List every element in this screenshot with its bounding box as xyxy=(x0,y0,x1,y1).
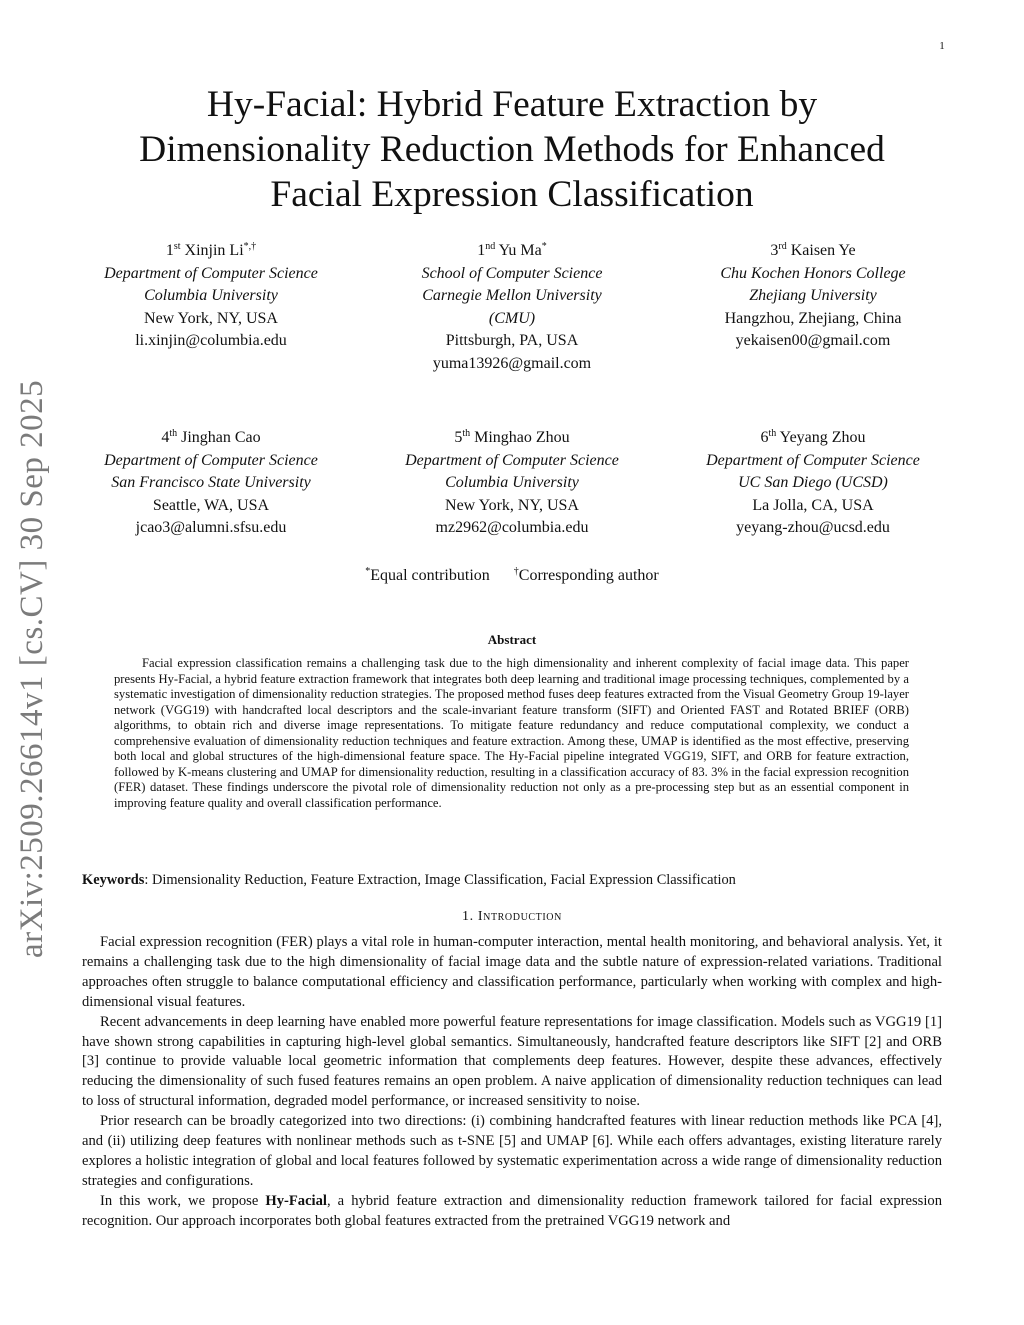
ordinal-suffix: st xyxy=(173,241,181,252)
author-department: Department of Computer Science xyxy=(104,451,318,469)
author-marks: * xyxy=(541,241,547,252)
section-heading xyxy=(200,909,824,925)
author-marks: *,† xyxy=(243,241,257,252)
author-institution: UC San Diego (UCSD) xyxy=(738,474,888,492)
body-text xyxy=(82,933,942,1232)
author-institution: Columbia University xyxy=(144,287,278,305)
author-department: Department of Computer Science xyxy=(405,451,619,469)
author-email: yeyang-zhou@ucsd.edu xyxy=(736,519,890,537)
keywords xyxy=(82,871,942,889)
author-block xyxy=(663,240,963,353)
paragraph-text: In this work, we propose xyxy=(100,1192,266,1209)
title-line: Hy-Facial: Hybrid Feature Extraction by xyxy=(206,84,818,125)
author-email: yuma13926@gmail.com xyxy=(432,354,592,372)
keywords-label: Keywords xyxy=(82,872,145,888)
author-block xyxy=(61,427,361,540)
author-ordinal: 6 xyxy=(760,429,769,446)
author-name: Jinghan Cao xyxy=(181,429,261,446)
author-block xyxy=(61,240,361,353)
author-location: Pittsburgh, PA, USA xyxy=(445,332,579,350)
author-ordinal: 1 xyxy=(165,242,174,259)
framework-name: Hy-Facial xyxy=(265,1192,327,1209)
author-name-line xyxy=(663,240,963,263)
equal-contribution-note: Equal contribution xyxy=(370,567,490,584)
corresponding-author-note: Corresponding author xyxy=(518,567,659,584)
title-line: Facial Expression Classification xyxy=(270,174,754,215)
author-notes xyxy=(200,567,824,585)
abstract-heading: Abstract xyxy=(487,632,537,647)
author-name-line xyxy=(663,427,963,450)
author-department: Chu Kochen Honors College xyxy=(720,264,906,282)
paragraph-text: , a hybrid feature extraction and dimensionality reduction framework tailored for facial expression recognition. Our approach incorporates both global features extracted from the pretrained VGG19 network and xyxy=(82,1192,942,1229)
author-department: Department of Computer Science xyxy=(706,451,920,469)
ordinal-suffix: th xyxy=(169,428,178,439)
author-email: li.xinjin@columbia.edu xyxy=(135,332,287,350)
body-paragraph xyxy=(82,1192,942,1232)
body-paragraph: Facial expression recognition (FER) plays a vital role in human-computer interaction, mental health monitoring, and behavioral analysis. Yet, it remains a challenging task due to the high dimensionality of facial image data and the subtle nature of expression-related variations. Traditional approaches often struggle to balance computational efficiency and classification performance, particularly when working with complex and high-dimensional visual features. xyxy=(82,934,942,1010)
author-ordinal: 5 xyxy=(454,429,463,446)
author-location: New York, NY, USA xyxy=(445,496,579,514)
author-block xyxy=(663,427,963,540)
author-name: Kaisen Ye xyxy=(790,242,856,259)
ordinal-suffix: th xyxy=(768,428,777,439)
author-name-line xyxy=(61,240,361,263)
paper-title xyxy=(60,82,964,217)
equal-contribution-mark: * xyxy=(365,566,371,577)
body-paragraph: Recent advancements in deep learning have enabled more powerful feature representations for image classification. Models such as VGG19 [1] have shown strong capabilities in capturing high-level global semantics. Simultaneously, handcrafted feature descriptors like SIFT [2] and ORB [3] continue to provide valuable local geometric information that complements deep features. However, despite these advances, effectively reducing the dimensionality of such fused features remains an open problem. A naive application of dimensionality reduction techniques can lead to loss of structural information, degraded model performance, or increased sensitivity to noise. xyxy=(82,1013,942,1110)
ordinal-suffix: rd xyxy=(778,241,787,252)
author-block xyxy=(362,427,662,540)
author-email: mz2962@columbia.edu xyxy=(435,519,589,537)
ordinal-suffix: th xyxy=(462,428,471,439)
author-email: jcao3@alumni.sfsu.edu xyxy=(135,519,287,537)
author-name-line xyxy=(362,240,662,263)
author-department: Department of Computer Science xyxy=(104,264,318,282)
author-email: yekaisen00@gmail.com xyxy=(735,332,891,350)
arxiv-stamp: arXiv:2509.26614v1 [cs.CV] 30 Sep 2025 xyxy=(14,379,50,958)
author-ordinal: 3 xyxy=(770,242,779,259)
author-location: New York, NY, USA xyxy=(144,309,278,327)
author-name: Minghao Zhou xyxy=(474,429,570,446)
author-block xyxy=(362,240,662,376)
author-institution-abbrev: (CMU) xyxy=(488,309,536,327)
author-name: Yu Ma xyxy=(498,242,542,259)
author-location: La Jolla, CA, USA xyxy=(752,496,874,514)
author-ordinal: 1 xyxy=(477,242,486,259)
section-number: 1. xyxy=(462,909,474,924)
author-institution: San Francisco State University xyxy=(111,474,311,492)
author-ordinal: 4 xyxy=(161,429,170,446)
author-department: School of Computer Science xyxy=(421,264,603,282)
author-name: Yeyang Zhou xyxy=(779,429,866,446)
author-institution: Carnegie Mellon University xyxy=(422,287,602,305)
keywords-list: : Dimensionality Reduction, Feature Extraction, Image Classification, Facial Expression Classification xyxy=(144,872,736,888)
page-number: 1 xyxy=(939,40,945,52)
author-institution: Zhejiang University xyxy=(749,287,877,305)
abstract-text: Facial expression classification remains a challenging task due to the high dimensionality and inherent complexity of facial image data. This paper presents Hy-Facial, a hybrid feature extraction framework that integrates both deep learning and traditional image processing techniques, complemented by a systematic investigation of dimensionality reduction strategies. The proposed method fuses deep features extracted from the Visual Geometry Group 19-layer network (VGG19) with handcrafted local descriptors and the scale-invariant feature transform (SIFT) and Oriented FAST and Rotated BRIEF (ORB) algorithms, to obtain rich and diverse image representations. To mitigate feature redundancy and reduce computational complexity, we conduct a comprehensive evaluation of dimensionality reduction techniques and feature extraction. Among these, UMAP is identified as the most effective, preserving both local and global structures of the high-dimensional feature space. The Hy-Facial pipeline integrated VGG19, SIFT, and ORB for feature extraction, followed by K-means clustering and UMAP for dimensionality reduction, resulting in a classification accuracy of 83. 3% in the facial expression recognition (FER) dataset. These findings underscore the pivotal role of dimensionality reduction not only as a pre-processing step but as an essential component in improving feature quality and overall classification performance. xyxy=(114,656,909,810)
ordinal-suffix: nd xyxy=(485,241,496,252)
author-name-line xyxy=(61,427,361,450)
body-paragraph: Prior research can be broadly categorized into two directions: (i) combining handcrafted features with linear reduction methods like PCA [4], and (ii) utilizing deep features with nonlinear methods such as t-SNE [5] and UMAP [6]. While each offers advantages, existing literature rarely explores a holistic integration of global and local features followed by systematic experimentation across a wide range of dimensionality reduction strategies and configurations. xyxy=(82,1113,942,1189)
section-title: Introduction xyxy=(477,909,562,924)
title-line: Dimensionality Reduction Methods for Enhanced xyxy=(139,129,885,170)
corresponding-author-mark: † xyxy=(513,566,519,577)
author-name-line xyxy=(362,427,662,450)
author-location: Hangzhou, Zhejiang, China xyxy=(724,309,902,327)
author-name: Xinjin Li xyxy=(184,242,244,259)
author-institution: Columbia University xyxy=(445,474,579,492)
author-location: Seattle, WA, USA xyxy=(152,496,270,514)
